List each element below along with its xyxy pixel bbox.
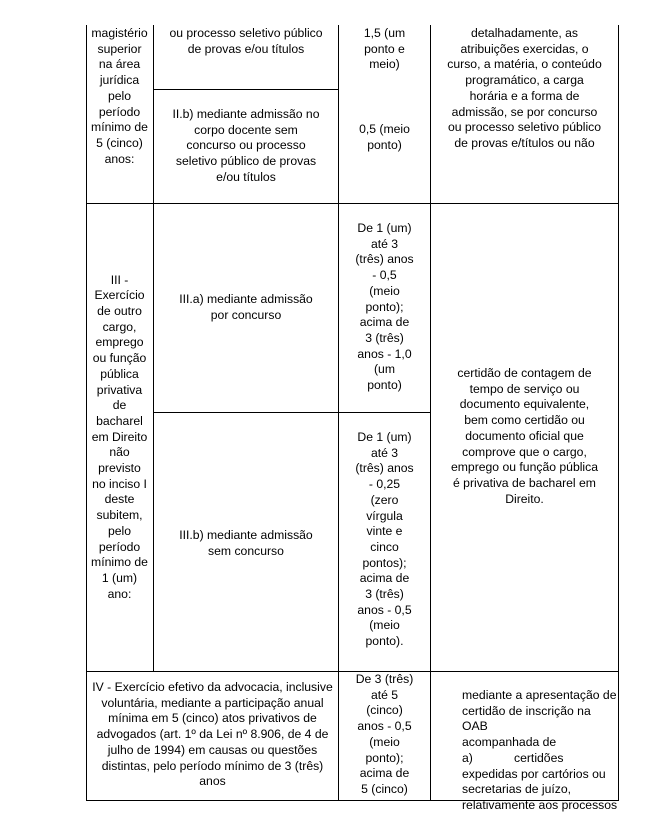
subcriterion-text: II.b) mediante admissão no corpo docente sem concurso ou processo seletivo público de provas e/ou títulos [172, 107, 320, 184]
points-cell-advocacy [339, 672, 430, 800]
proof-text: certidão de contagem de tempo de serviço ou documento equivalente, bem como certidão ou documento oficial que comprove que o cargo, emprego ou função pública é privativa de bacharel em Direito. [450, 366, 599, 506]
subcriterion-cell-iiib [154, 528, 338, 568]
points-cell-iib [339, 122, 430, 202]
criterion-cell-other-office [86, 204, 153, 671]
proof-line: acompanhada de [462, 735, 557, 750]
points-cell-iiia [339, 221, 430, 411]
points-cell-iia [339, 26, 430, 89]
proof-cell-other-office [431, 366, 618, 526]
proof-cell-teaching [431, 26, 618, 203]
proof-line: mediante a apresentação de [462, 688, 617, 702]
points-text: De 1 (um) até 3 (três) anos - 0,25 (zero vírgula vinte e cinco pontos); acima de 3 (três) anos - 0,5 (meio ponto). [355, 430, 414, 649]
points-cell-iiib [339, 430, 430, 670]
subcriterion-cell-iib [154, 107, 338, 203]
proof-item-a-marker: a) [462, 750, 473, 765]
subcriterion-text: III.b) mediante admissão sem concurso [179, 528, 313, 558]
subcriterion-cell-iiia [154, 292, 338, 332]
row-divider-3a [153, 412, 431, 413]
criterion-text: magistério superior na área jurídica pelo período mínimo de 5 (cinco) anos: [91, 26, 148, 166]
points-text: De 3 (três) até 5 (cinco) anos - 0,5 (meio ponto); acima de 5 (cinco) [355, 672, 414, 796]
criterion-cell-teaching [86, 26, 153, 203]
criterion-text: IV - Exercício efetivo da advocacia, inclusive voluntária, mediante a participação anual mínima em 5 (cinco) atos privativos de advogados (art. 1º da Lei nº 8.906, de 4 de julho de 1994) em causas ou questões distintas, pelo período mínimo de 3 (três) anos [92, 680, 333, 789]
proof-line: expedidas por cartórios ou [462, 766, 606, 781]
criterion-cell-advocacy [87, 680, 338, 798]
proof-line: relativamente aos processos [462, 797, 618, 812]
proof-text: detalhadamente, as atribuições exercidas, o curso, a matéria, o conteúdo programático, a carga horária e a forma de admissão, se por concurso ou processo seletivo público de provas e/títulos ou não [447, 26, 602, 150]
points-text: 0,5 (meio ponto) [359, 122, 410, 152]
proof-item-a [462, 751, 602, 767]
row-divider-2a [153, 89, 339, 90]
proof-line: secretarias de juízo, [462, 782, 572, 797]
points-text: De 1 (um) até 3 (três) anos - 0,5 (meio ponto); acima de 3 (três) anos - 1,0 (um ponto) [355, 221, 414, 393]
proof-cell-advocacy [462, 688, 618, 812]
table-border-right [618, 25, 619, 800]
subcriterion-cell-iia [154, 26, 338, 89]
criterion-text: III - Exercício de outro cargo, emprego ou função pública privativa de bacharel em Direito não previsto no inciso I deste subitem, pelo período mínimo de 1 (um) ano: [91, 272, 148, 601]
points-text: 1,5 (um ponto e meio) [363, 26, 406, 72]
proof-item-a-text: certidões [514, 750, 564, 765]
proof-line: certidão de inscrição na OAB [462, 703, 591, 734]
subcriterion-text: III.a) mediante admissão por concurso [179, 292, 313, 322]
row-divider-2-3 [86, 203, 619, 204]
subcriterion-text: ou processo seletivo público de provas e/ou títulos [169, 26, 323, 56]
